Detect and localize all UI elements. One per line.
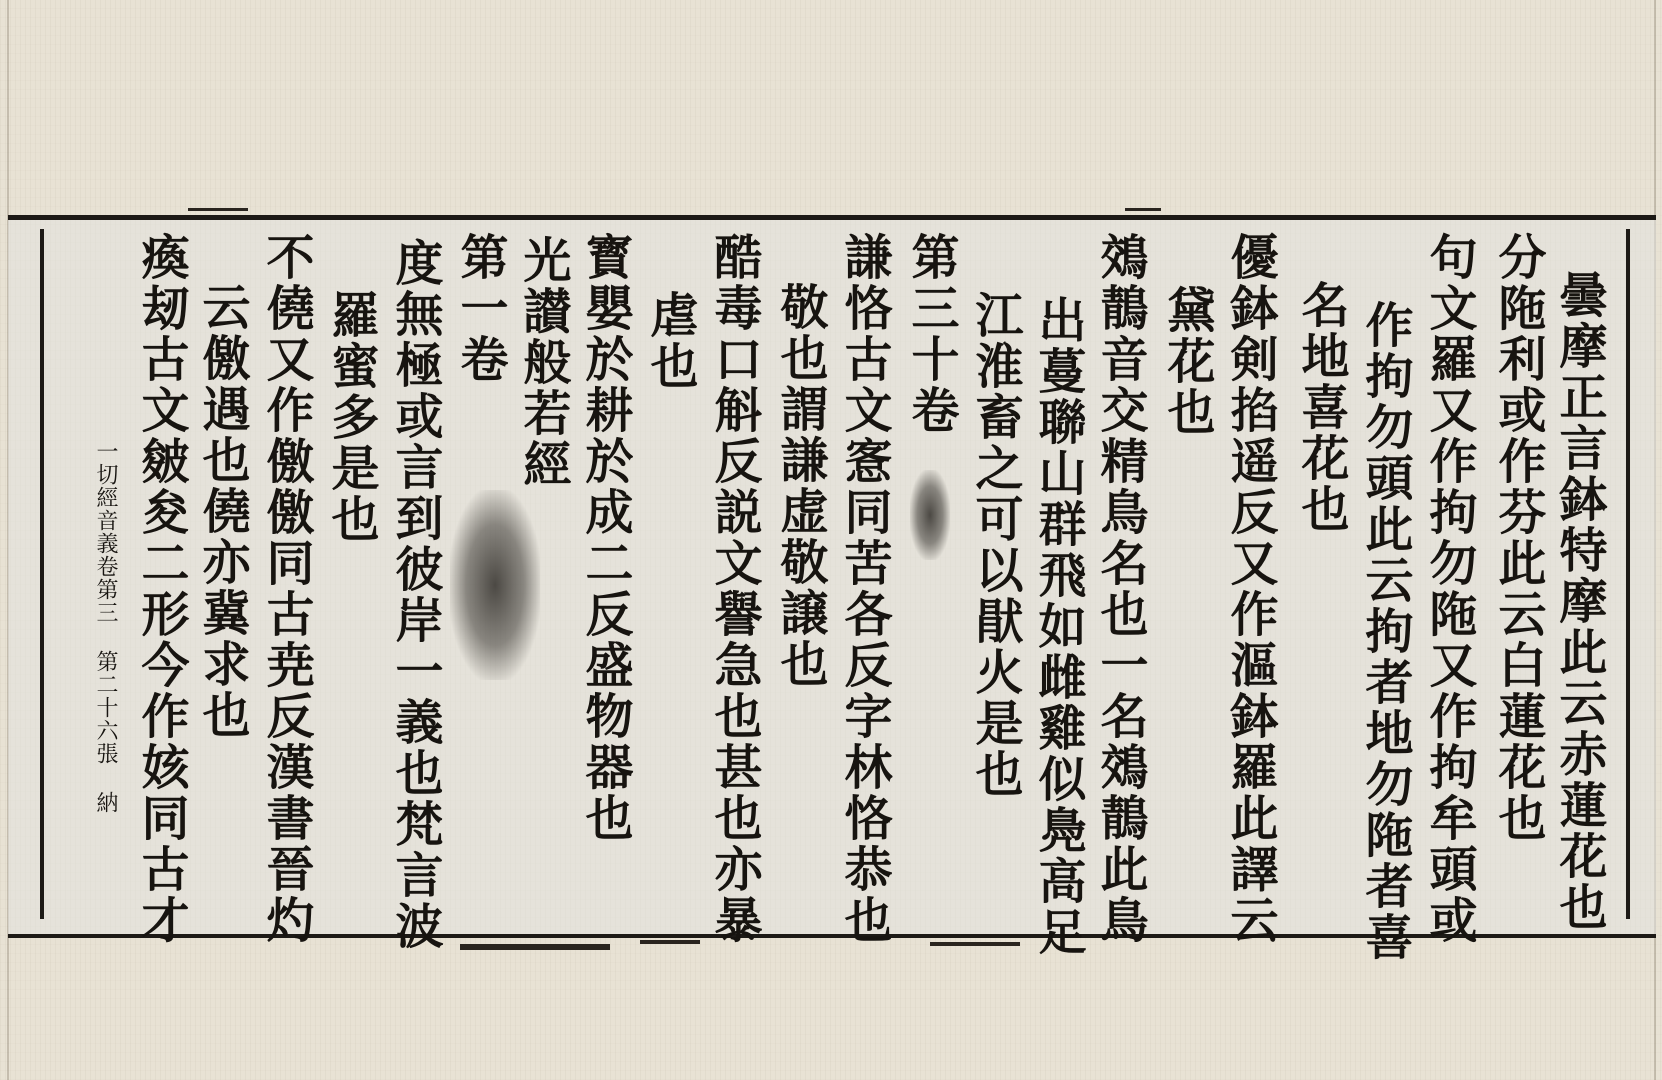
text-column-14: 酷毒口斛反説文譽急也甚也亦暴	[706, 232, 762, 946]
text-column-1: 曇摩正言鉢特摩此云赤蓮花也	[1551, 270, 1607, 933]
top-ink-mark	[1125, 208, 1161, 211]
text-column-9: 出蔓聯山群飛如雌雞似鳧高足	[1030, 295, 1086, 958]
text-column-16: 寳嬰於耕於成二反盛物器也	[577, 232, 633, 844]
text-column-8: 鵁鶄音交精鳥名也一名鵁鶄此鳥	[1092, 232, 1148, 946]
text-column-12: 謙恪古文愙同苦各反字林恪恭也	[836, 232, 892, 946]
text-column-4: 作拘勿頭此云拘者地勿陁者喜	[1357, 300, 1413, 963]
text-column-6: 優鉢剣掐遥反又作漚鉢羅此譯云	[1222, 232, 1278, 946]
bottom-ink-mark-2	[640, 940, 700, 944]
text-column-20: 羅蜜多是也	[323, 290, 379, 545]
text-column-10: 江淮畜之可以猒火是也	[967, 290, 1023, 800]
text-column-15: 虐也	[642, 290, 698, 392]
text-column-22: 云儌遇也僥亦冀求也	[194, 282, 250, 741]
text-column-17: 光讃般若經	[515, 235, 571, 490]
text-column-5: 名地喜花也	[1293, 280, 1349, 535]
text-column-13: 敬也謂謙虚敬譲也	[772, 282, 828, 690]
text-column-2: 分陁利或作芬此云白蓮花也	[1490, 232, 1546, 844]
text-column-11: 第三十卷	[903, 232, 959, 436]
text-column-23: 瘓刼古文皴夋二形今作姟同古才	[133, 232, 189, 946]
bottom-ink-mark-3	[930, 942, 1020, 946]
text-column-18: 第一卷	[452, 232, 508, 385]
folio-label: 一切經音義卷第三 第二十六張 納	[93, 440, 118, 814]
ink-blot	[450, 490, 540, 680]
ink-smudge	[910, 470, 950, 560]
text-column-21: 不僥又作儌儌同古尭反漢書晉灼	[258, 232, 314, 946]
text-column-19: 度無極或言到彼岸一義也梵言波	[387, 238, 443, 952]
top-ink-mark-2	[188, 208, 248, 211]
text-column-3: 句文羅又作拘勿陁又作拘牟頭或	[1421, 232, 1477, 946]
text-column-7: 黛花也	[1159, 285, 1215, 438]
bottom-ink-mark	[460, 944, 610, 950]
